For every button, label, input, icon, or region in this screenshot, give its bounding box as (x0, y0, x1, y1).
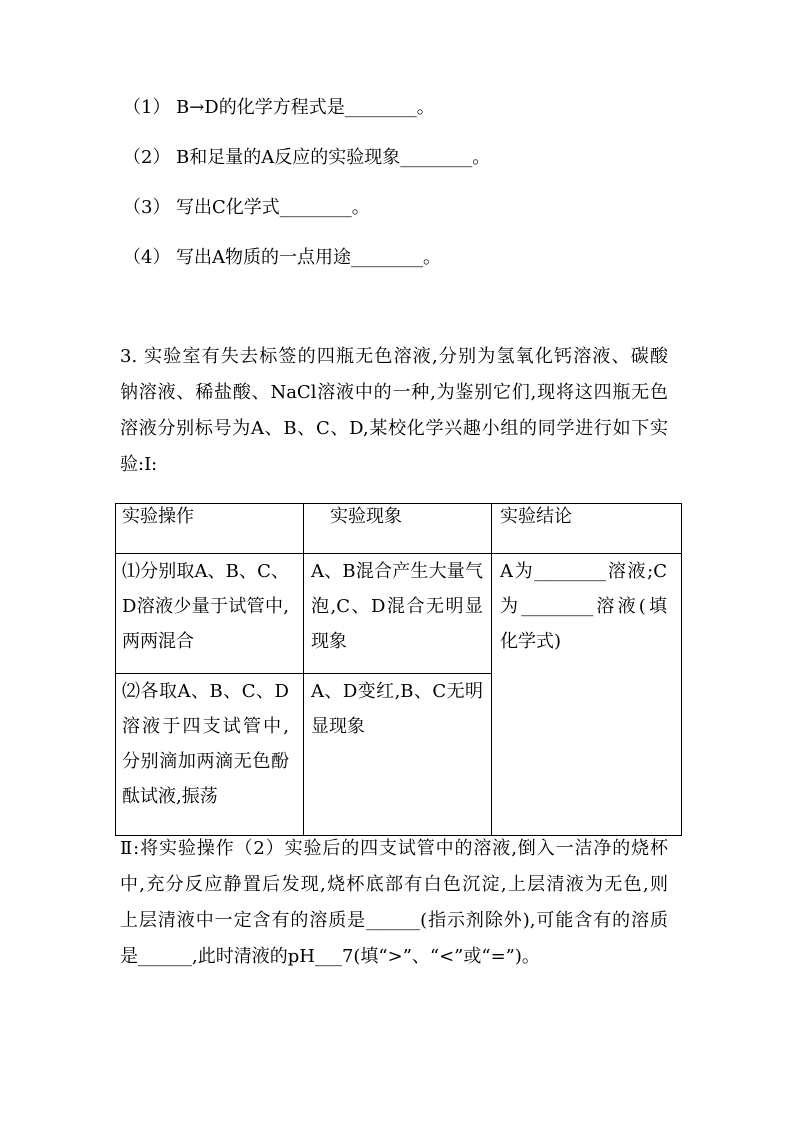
operation-cell (116, 674, 304, 836)
question-text: B和足量的A反应的实验现象________。 (176, 147, 491, 168)
table-row (116, 554, 682, 674)
problem-3-intro (120, 339, 668, 483)
paragraph-line: 钠溶液、稀盐酸、NaCl溶液中的一种,为鉴别它们,现将这四瓶无色 (120, 382, 668, 403)
question-label: （1） (123, 97, 171, 118)
question-1 (123, 95, 683, 121)
paragraph-line: Ⅱ:将实验操作（2）实验后的四支试管中的溶液,倒入一洁净的烧杯 (120, 838, 668, 859)
phenomenon-cell (304, 554, 492, 674)
experiment-table (115, 503, 682, 836)
header-cell-phenomenon (304, 504, 492, 554)
cell-line: 两两混合 (122, 631, 194, 652)
cell-line: 显现象 (311, 716, 365, 737)
cell-line: A、B混合产生大量气 (311, 561, 483, 582)
cell-line: 分别滴加两滴无色酚 (122, 751, 289, 772)
cell-line: 化学式) (500, 631, 562, 652)
question-2 (123, 145, 683, 171)
cell-line: 现象 (311, 631, 347, 652)
cell-line: 酞试液,振荡 (122, 786, 218, 807)
paragraph-line: 上层清液中一定含有的溶质是______(指示剂除外),可能含有的溶质 (120, 910, 668, 931)
paragraph-line: 验:Ⅰ: (120, 454, 158, 475)
cell-line: A、D变红,B、C无明 (311, 681, 483, 702)
header-label: 实验现象 (330, 506, 402, 527)
cell-line: A为________溶液;C (500, 561, 667, 582)
question-3 (123, 195, 683, 221)
cell-line: 泡,C、D混合无明显 (311, 596, 483, 617)
cell-line: ⑵各取A、B、C、D (122, 681, 289, 702)
paragraph-line: 中,充分反应静置后发现,烧杯底部有白色沉淀,上层清液为无色,则 (120, 874, 668, 895)
question-4 (123, 245, 683, 271)
question-label: （2） (123, 147, 171, 168)
problem-3-part-2 (120, 831, 668, 975)
header-label: 实验操作 (122, 506, 194, 527)
question-text: 写出C化学式________。 (176, 197, 370, 218)
header-cell-operation (116, 504, 304, 554)
paragraph-line: 3. 实验室有失去标签的四瓶无色溶液,分别为氢氧化钙溶液、碳酸 (120, 346, 668, 367)
question-label: （3） (123, 197, 171, 218)
cell-line: ⑴分别取A、B、C、 (122, 561, 289, 582)
phenomenon-cell (304, 674, 492, 836)
table-header-row (116, 504, 682, 554)
cell-line: 为________溶液(填 (500, 596, 667, 617)
cell-line: 溶液于四支试管中, (122, 716, 289, 737)
paragraph-line: 是______,此时清液的pH___7(填“>”、“<”或“=”)。 (120, 946, 540, 967)
question-text: B→D的化学方程式是________。 (176, 97, 435, 118)
paragraph-line: 溶液分别标号为A、B、C、D,某校化学兴趣小组的同学进行如下实 (120, 418, 668, 439)
operation-cell (116, 554, 304, 674)
header-label: 实验结论 (500, 506, 572, 527)
question-text: 写出A物质的一点用途________。 (176, 247, 441, 268)
question-label: （4） (123, 247, 171, 268)
conclusion-cell (492, 554, 682, 836)
header-cell-conclusion (492, 504, 682, 554)
cell-line: D溶液少量于试管中, (122, 596, 289, 617)
